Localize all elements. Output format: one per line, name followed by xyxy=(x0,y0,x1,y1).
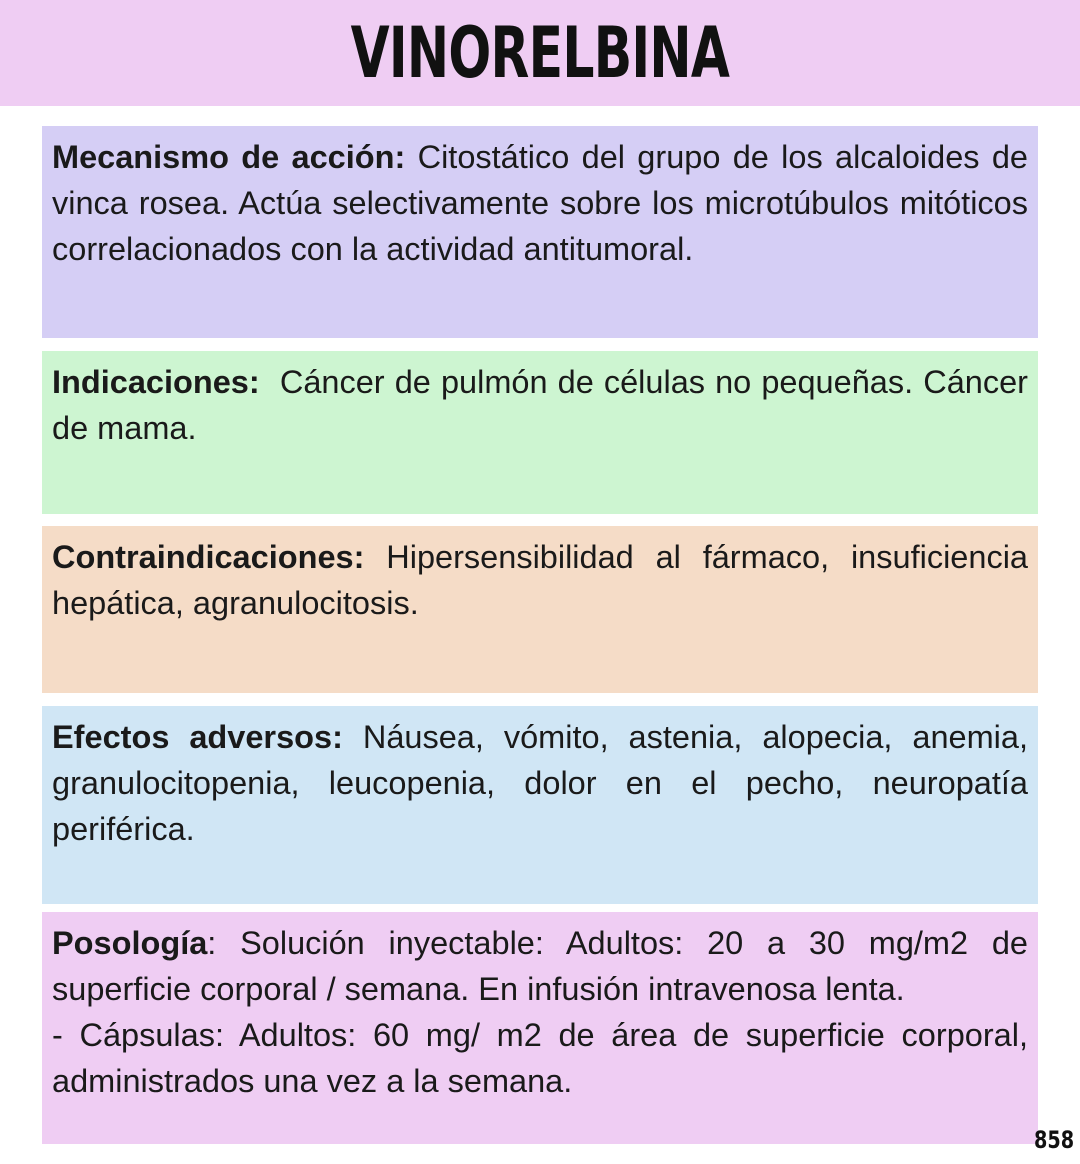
section-contraindicaciones xyxy=(42,526,1038,693)
section-posologia-text: : Solución inyectable: Adultos: 20 a 30 mg/m2 de superficie corporal / semana. En infusión intravenosa lenta. xyxy=(52,925,1028,1007)
section-efectos-adversos xyxy=(42,706,1038,904)
section-contraindicaciones-body xyxy=(52,534,1028,626)
section-indicaciones xyxy=(42,351,1038,514)
section-posologia xyxy=(42,912,1038,1144)
page-header xyxy=(0,0,1080,106)
section-mecanismo-body xyxy=(52,134,1028,272)
section-mecanismo-text: Citostático del grupo de los alcaloides de vinca rosea. Actúa selectivamente sobre los microtúbulos mitóticos correlacionados con la actividad antitumoral. xyxy=(52,139,1028,267)
section-indicaciones-label: Indicaciones: xyxy=(52,364,260,400)
page-title: VINORELBINA xyxy=(350,12,730,94)
section-indicaciones-text: Cáncer de pulmón de células no pequeñas. Cáncer de mama. xyxy=(52,364,1038,446)
section-efectos-text: Náusea, vómito, astenia, alopecia, anemia, granulocitopenia, leucopenia, dolor en el pecho, neuropatía periférica. xyxy=(52,719,1028,847)
section-posologia-capsulas: - Cápsulas: Adultos: 60 mg/ m2 de área de superficie corporal, administrados una vez a la semana. xyxy=(52,1017,1028,1099)
section-contraindicaciones-text: Hipersensibilidad al fármaco, insuficiencia hepática, agranulocitosis. xyxy=(52,539,1028,621)
section-efectos-body xyxy=(52,714,1028,852)
section-contraindicaciones-label: Contraindicaciones: xyxy=(52,539,365,575)
section-posologia-label: Posología xyxy=(52,925,208,961)
section-posologia-body xyxy=(52,920,1028,1012)
page-number: 858 xyxy=(1033,1126,1074,1154)
section-indicaciones-body xyxy=(52,359,1038,451)
section-mecanismo xyxy=(42,126,1038,338)
section-efectos-label: Efectos adversos: xyxy=(52,719,343,755)
section-mecanismo-label: Mecanismo de acción: xyxy=(52,139,406,175)
